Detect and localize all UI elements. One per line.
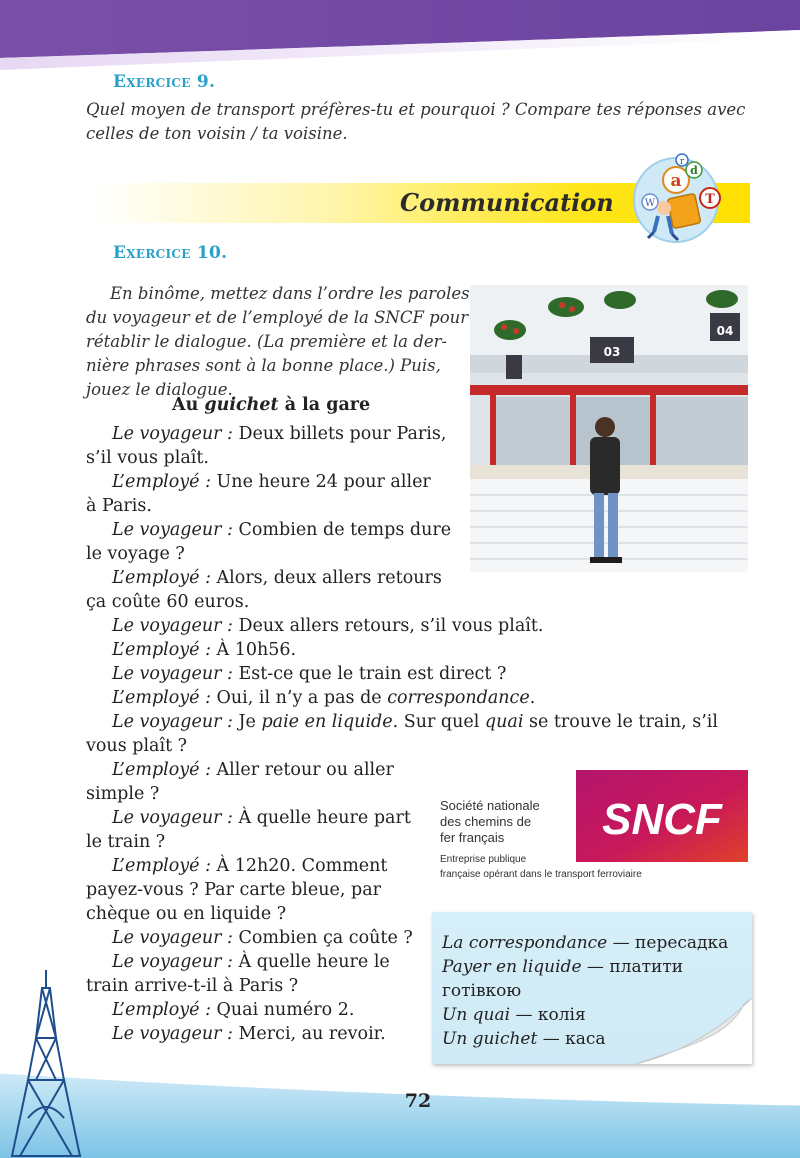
speaker: Le voyageur : <box>112 712 233 732</box>
dialogue-line: train arrive-t-il à Paris ? <box>86 976 299 996</box>
speaker: Le voyageur : <box>112 952 233 972</box>
sncf-caption-line: Entreprise publique <box>440 854 527 865</box>
utterance-term: paie en liquide <box>261 712 393 732</box>
speaker: L’employé : <box>112 472 211 492</box>
vocab-fr: Un guichet <box>442 1029 538 1049</box>
speaker: L’employé : <box>112 640 211 660</box>
page-number: 72 <box>404 1090 432 1112</box>
utterance: Je <box>232 712 262 732</box>
vocabulary-item <box>442 1004 586 1027</box>
instruction-line: rétablir le dialogue. (La première et la der- <box>86 332 448 351</box>
exercise-9-text <box>86 98 745 146</box>
dialogue-line: le train ? <box>86 832 166 852</box>
dialogue-line <box>86 614 718 638</box>
utterance: À 10h56. <box>210 640 297 660</box>
dialogue-heading-pre: Au <box>172 395 205 415</box>
speaker: Le voyageur : <box>112 1024 233 1044</box>
utterance: Deux allers retours, s’il vous plaît. <box>232 616 544 636</box>
vocab-ua: — каса <box>537 1029 606 1049</box>
instruction-line: nière phrases sont à la bonne place.) Puis, <box>86 356 441 375</box>
vocab-fr: Un quai <box>442 1005 511 1025</box>
speaker: Le voyageur : <box>112 808 233 828</box>
counter-sign: 03 <box>603 345 621 359</box>
dialogue-line <box>86 686 718 710</box>
vocabulary-item <box>442 980 521 1003</box>
vocabulary-item <box>442 956 683 979</box>
exercise-9-title: Exercice 9. <box>113 72 216 92</box>
utterance: Merci, au revoir. <box>232 1024 386 1044</box>
dialogue-heading <box>172 395 370 415</box>
utterance: Combien ça coûte ? <box>232 928 413 948</box>
dialogue-line: à Paris. <box>86 496 152 516</box>
badge-letter: r <box>679 157 685 167</box>
badge-letter: d <box>690 164 698 177</box>
speaker: Le voyageur : <box>112 616 233 636</box>
dialogue-line: chèque ou en liquide ? <box>86 904 287 924</box>
vocab-fr: La correspondance <box>442 933 608 953</box>
dialogue-line <box>86 710 718 734</box>
vocab-ua: — пересадка <box>607 933 729 953</box>
eiffel-tower-icon <box>6 968 86 1158</box>
instruction-line: du voyageur et de l’employé de la SNCF pour <box>86 308 469 327</box>
instruction-line: jouez le dialogue. <box>86 380 233 399</box>
utterance: À quelle heure le <box>232 952 390 972</box>
utterance: Une heure 24 pour aller <box>210 472 431 492</box>
badge-letter: T <box>705 192 715 207</box>
sncf-caption-line: Société nationale <box>440 798 540 813</box>
vocab-ua: готівкою <box>442 981 522 1001</box>
dialogue-line: le voyage ? <box>86 544 185 564</box>
instruction-line: En binôme, mettez dans l’ordre les paroles <box>110 284 470 303</box>
sncf-caption <box>440 798 540 846</box>
utterance: Deux billets pour Paris, <box>232 424 447 444</box>
sncf-caption-line: française opérant dans le transport ferroviaire <box>440 869 642 880</box>
speaker: Le voyageur : <box>112 664 233 684</box>
counter-sign: 04 <box>716 324 734 338</box>
dialogue-line <box>86 638 718 662</box>
sncf-logo-text: SNCF <box>602 795 722 844</box>
badge-letter: W <box>644 198 656 209</box>
utterance: . Sur quel <box>392 712 485 732</box>
sncf-logo <box>576 770 748 862</box>
utterance: À quelle heure part <box>232 808 411 828</box>
badge-letter: a <box>670 171 682 191</box>
vocabulary-item <box>442 1028 606 1051</box>
speaker: L’employé : <box>112 1000 211 1020</box>
dialogue-heading-em: guichet <box>204 395 279 415</box>
speaker: L’employé : <box>112 568 211 588</box>
speaker: L’employé : <box>112 760 211 780</box>
vocab-ua: — колія <box>510 1005 586 1025</box>
ticket-counter-photo <box>470 285 748 572</box>
exercise-10-title: Exercice 10. <box>113 243 228 263</box>
utterance: À 12h20. Comment <box>210 856 388 876</box>
utterance: Alors, deux allers retours <box>210 568 442 588</box>
exercise-9-line: Quel moyen de transport préfères-tu et pourquoi ? Compare tes réponses avec <box>86 100 746 119</box>
sncf-caption-line: des chemins de <box>440 814 532 829</box>
dialogue-line: vous plaît ? <box>86 736 188 756</box>
exercise-10-instructions <box>86 282 470 402</box>
speaker: Le voyageur : <box>112 424 233 444</box>
utterance-term: quai <box>484 712 524 732</box>
communication-title: Communication <box>400 188 614 217</box>
speaker: L’employé : <box>112 688 211 708</box>
utterance: Quai numéro 2. <box>210 1000 355 1020</box>
utterance: Oui, il n’y a pas de <box>210 688 388 708</box>
utterance: se trouve le train, s’il <box>523 712 718 732</box>
sncf-caption-line: fer français <box>440 830 505 845</box>
dialogue-line <box>86 662 718 686</box>
utterance: Aller retour ou aller <box>210 760 394 780</box>
speaker: Le voyageur : <box>112 928 233 948</box>
dialogue-line: s’il vous plaît. <box>86 448 209 468</box>
vocab-fr: Payer en liquide <box>442 957 582 977</box>
vocabulary-item <box>442 932 728 955</box>
utterance: Est-ce que le train est direct ? <box>232 664 507 684</box>
speaker: L’employé : <box>112 856 211 876</box>
header-band <box>0 0 800 70</box>
communication-badge-icon <box>628 150 724 246</box>
dialogue-line: simple ? <box>86 784 160 804</box>
utterance-term: correspondance <box>387 688 530 708</box>
speaker: Le voyageur : <box>112 520 233 540</box>
dialogue-heading-post: à la gare <box>278 395 371 415</box>
vocab-ua: — платити <box>581 957 684 977</box>
utterance: . <box>529 688 536 708</box>
page-curl <box>636 998 752 1064</box>
exercise-9-line: celles de ton voisin / ta voisine. <box>86 124 348 143</box>
dialogue-line: payez-vous ? Par carte bleue, par <box>86 880 382 900</box>
utterance: Combien de temps dure <box>232 520 452 540</box>
dialogue-line: ça coûte 60 euros. <box>86 592 250 612</box>
